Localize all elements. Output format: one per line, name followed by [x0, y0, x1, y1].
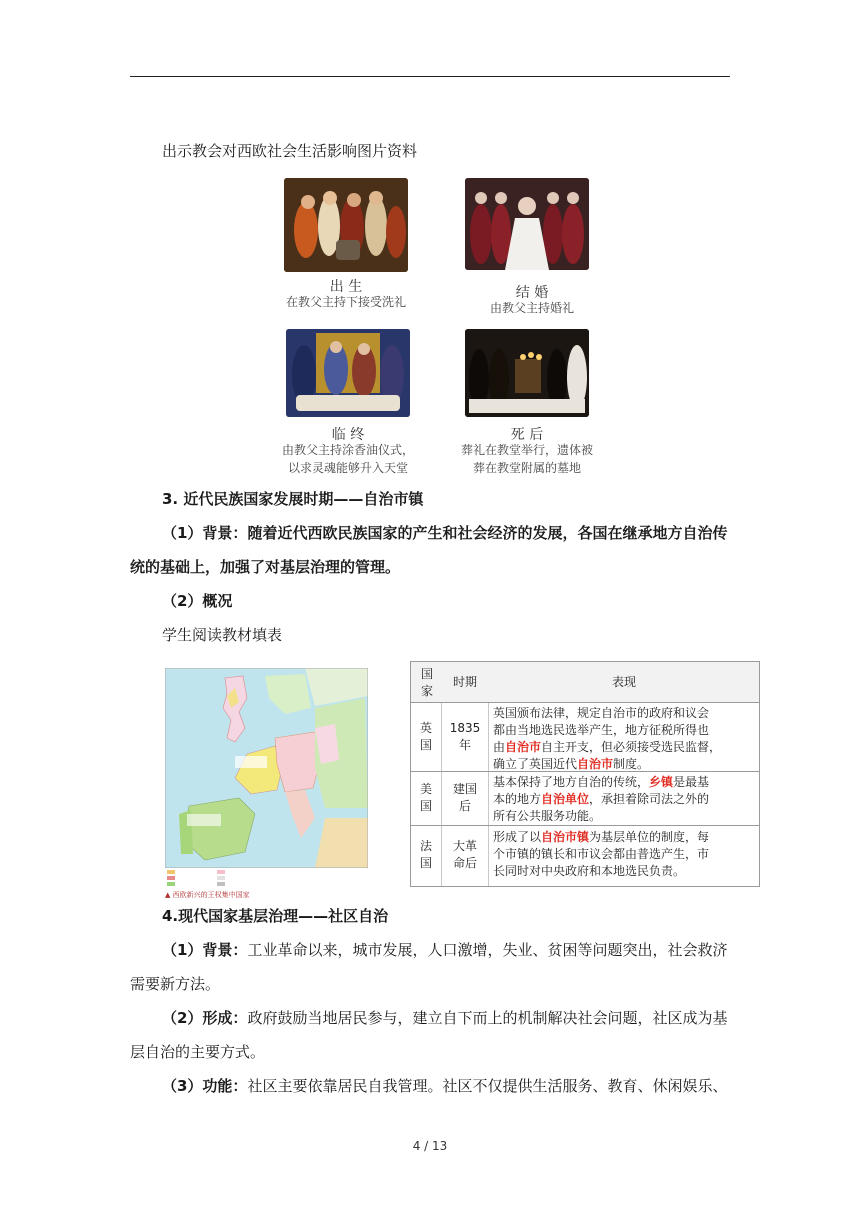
- map-caption: ▲ 西欧新兴的王权集中国家: [165, 891, 250, 899]
- western-europe-map: [165, 668, 368, 888]
- section3-background-line1: （1）背景：随着近代西欧民族国家的产生和社会经济的发展，各国在继承地方自治传: [162, 524, 728, 542]
- funeral-image: [465, 329, 589, 417]
- photo-caption-deathbed-2: 以求灵魂能够升入天堂: [287, 461, 408, 475]
- header-performance: 表现: [611, 675, 636, 689]
- section3-background-line2: 统的基础上，加强了对基层治理的管理。: [130, 558, 401, 576]
- row-uk-period: 1835 年: [449, 721, 481, 752]
- row-uk-performance: [493, 705, 721, 773]
- performance-line: 由自治市自主开支，但必须接受选民监督，: [493, 740, 722, 754]
- section3-instruction: 学生阅读教材填表: [162, 626, 283, 644]
- performance-line: 个市镇的镇长和市议会都由普选产生，市: [493, 847, 710, 861]
- header-rule: [130, 76, 730, 77]
- wedding-image: [465, 178, 589, 270]
- photo-title-wedding: 结 婚: [515, 285, 549, 301]
- row-us-country: 美 国: [419, 782, 432, 813]
- page-number: 4 / 13: [412, 1139, 448, 1153]
- photo-title-birth: 出 生: [329, 279, 363, 295]
- performance-line: 英国颁布法律，规定自治市的政府和议会: [493, 706, 710, 720]
- row-fr-period: 大革 命后: [452, 839, 477, 870]
- header-country: 国家: [420, 667, 433, 698]
- autonomy-table: [410, 661, 760, 887]
- section4-background-line2: 需要新方法。: [130, 975, 221, 993]
- performance-line: 基本保持了地方自治的传统，乡镇是最基: [493, 775, 710, 789]
- section4-formation-line2: 层自治的主要方式。: [130, 1043, 266, 1061]
- row-uk-country: 英 国: [419, 721, 432, 752]
- row-us-performance: [493, 774, 709, 825]
- row-fr-country: 法 国: [419, 839, 432, 870]
- performance-line: 确立了英国近代自治市制度。: [493, 757, 650, 771]
- photo-caption-wedding: 由教父主持婚礼: [489, 301, 574, 315]
- photo-caption-funeral-1: 葬礼在教堂举行，遗体被: [460, 443, 593, 457]
- section4-formation: （2）形成：政府鼓励当地居民参与，建立自下而上的机制解决社会问题，社区成为基: [162, 1009, 728, 1027]
- row-us-period: 建国 后: [452, 782, 477, 813]
- section3-overview: （2）概况: [162, 592, 233, 610]
- performance-line: 本的地方自治单位，承担着除司法之外的: [493, 792, 710, 806]
- last-rites-image: [286, 329, 410, 417]
- photo-caption-deathbed-1: 由教父主持涂香油仪式，: [281, 443, 414, 457]
- photo-title-deathbed: 临 终: [331, 427, 365, 443]
- performance-line: 长同时对中央政府和本地选民负责。: [493, 864, 686, 878]
- intro-text: 出示教会对西欧社会生活影响图片资料: [162, 142, 418, 160]
- header-period: 时期: [452, 675, 477, 689]
- section4-background: （1）背景：工业革命以来，城市发展，人口激增，失业、贫困等问题突出，社会救济: [162, 941, 728, 959]
- photo-caption-funeral-2: 葬在教堂附属的墓地: [472, 461, 581, 475]
- baptism-image: [284, 178, 408, 272]
- photo-title-funeral: 死 后: [510, 427, 544, 443]
- section4-heading: 4.现代国家基层治理——社区自治: [162, 907, 389, 925]
- performance-line: 所有公共服务功能。: [493, 809, 602, 823]
- section4-function: （3）功能：社区主要依靠居民自我管理。社区不仅提供生活服务、教育、休闲娱乐、: [162, 1077, 728, 1095]
- performance-line: 形成了以自治市镇为基层单位的制度，每: [493, 830, 710, 844]
- performance-line: 都由当地选民选举产生，地方征税所得也: [493, 723, 710, 737]
- row-fr-performance: [493, 829, 709, 880]
- photo-caption-birth: 在教父主持下接受洗礼: [285, 295, 406, 309]
- section3-heading: 3. 近代民族国家发展时期——自治市镇: [162, 490, 424, 508]
